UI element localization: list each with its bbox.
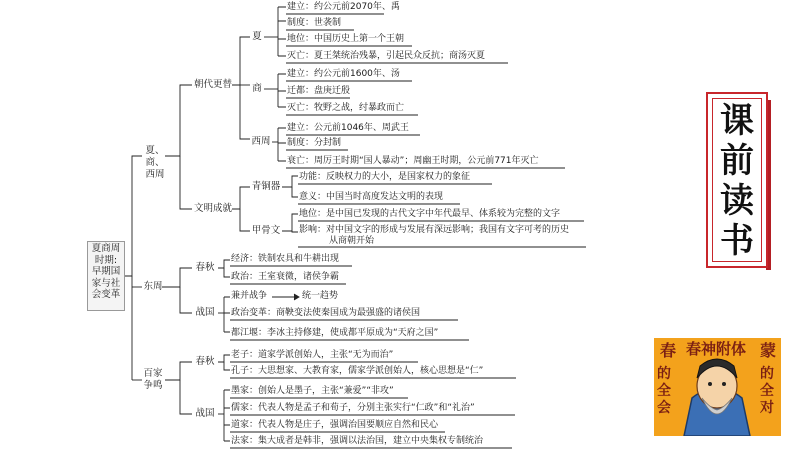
leaf-laozi: 老子：道家学派创始人，主张“无为而治” — [231, 350, 394, 360]
leaf-xia-system: 制度：世袭制 — [287, 18, 342, 28]
leaf-xia-status: 地位：中国历史上第一个王朝 — [287, 34, 405, 44]
node-zhanguo-dongzhou: 战国 — [195, 307, 215, 318]
leaf-zhanguo-war: 兼并战争 — [231, 291, 268, 301]
promo-headline: 春神附体 — [686, 340, 747, 358]
node-chunqiu-baijia: 春秋 — [195, 356, 215, 367]
leaf-bronze-function: 功能：反映权力的大小，是国家权力的象征 — [299, 172, 471, 182]
leaf-daojia: 道家：代表人物是庄子，强调治国要顺应自然和民心 — [231, 420, 439, 430]
branch-dongzhou: 东周 — [143, 281, 163, 292]
node-zhanguo-baijia: 战国 — [195, 408, 215, 419]
leaf-oracle-impact-cont: 从商朝开始 — [329, 236, 375, 246]
node-qingtong: 青铜器 — [251, 181, 281, 192]
title-char-4: 书 — [720, 221, 754, 261]
leaf-zhanguo-dujiangyan: 都江堰：李冰主持修建，使成都平原成为“天府之国” — [231, 328, 439, 338]
leaf-zhanguo-reform: 政治变革：商鞅变法使秦国成为最强盛的诸侯国 — [231, 308, 421, 318]
title-box — [706, 92, 768, 268]
leaf-chunqiu-economy: 经济：铁制农具和牛耕出现 — [231, 254, 340, 264]
leaf-shang-fall: 灭亡：牧野之战，纣暴政而亡 — [287, 103, 405, 113]
node-jiagu: 甲骨文 — [251, 225, 281, 236]
branch-xia-shang-xizhou: 夏、商、 西周 — [145, 145, 165, 180]
title-char-3: 读 — [720, 181, 754, 221]
promo-right-bottom: 的全对 — [760, 366, 774, 416]
promo-right-top: 蒙 — [760, 341, 777, 360]
leaf-fajia: 法家：集大成者是韩非，强调以法治国，建立中央集权专制统治 — [231, 436, 484, 446]
leaf-oracle-impact: 影响：对中国文字的形成与发展有深远影响；我国有文字可考的历史 — [299, 225, 570, 235]
branch-baijia: 百家 争鸣 — [143, 368, 163, 391]
node-shang: 商 — [252, 83, 262, 94]
leaf-chunqiu-politics: 政治：王室衰微，诸侯争霸 — [231, 272, 340, 282]
leaf-rujia: 儒家：代表人物是孟子和荀子，分别主张实行“仁政”和“礼治” — [231, 403, 475, 413]
node-xizhou: 西周 — [251, 136, 271, 147]
promo-left-top: 春 — [660, 341, 677, 360]
leaf-xia-founding: 建立：约公元前2070年、禹 — [287, 2, 400, 12]
promo-image — [654, 338, 781, 436]
leaf-mojia: 墨家：创始人是墨子，主张“兼爱”“非攻” — [231, 386, 394, 396]
node-chaodai: 朝代更替 — [193, 79, 232, 90]
leaf-shang-capital: 迁都：盘庚迁殷 — [287, 86, 351, 96]
leaf-zhou-founding: 建立：公元前1046年、周武王 — [287, 123, 409, 133]
title-char-2: 前 — [720, 141, 754, 181]
leaf-kongzi: 孔子：大思想家、大教育家，儒家学派创始人，核心思想是“仁” — [231, 366, 484, 376]
leaf-shang-founding: 建立：约公元前1600年、汤 — [287, 69, 400, 79]
leaf-bronze-meaning: 意义：中国当时高度发达文明的表现 — [299, 192, 444, 202]
node-chunqiu-dongzhou: 春秋 — [195, 262, 215, 273]
root-node: 夏商周 时期: 早期国 家与社 会变革 — [87, 241, 125, 311]
title-char-1: 课 — [720, 101, 754, 141]
leaf-zhou-system: 制度：分封制 — [287, 138, 342, 148]
promo-left-bottom: 的全会 — [657, 366, 671, 416]
node-xia: 夏 — [252, 31, 262, 42]
leaf-xia-fall: 灭亡：夏王桀统治残暴，引起民众反抗；商汤灭夏 — [287, 51, 486, 61]
leaf-oracle-status: 地位：是中国已发现的古代文字中年代最早、体系较为完整的文字 — [299, 209, 561, 219]
leaf-zhanguo-unify: 统一趋势 — [302, 291, 339, 301]
node-wenming: 文明成就 — [193, 203, 232, 214]
leaf-zhou-fall: 衰亡：周厉王时期“国人暴动”；周幽王时期，公元前771年灭亡 — [287, 156, 539, 166]
